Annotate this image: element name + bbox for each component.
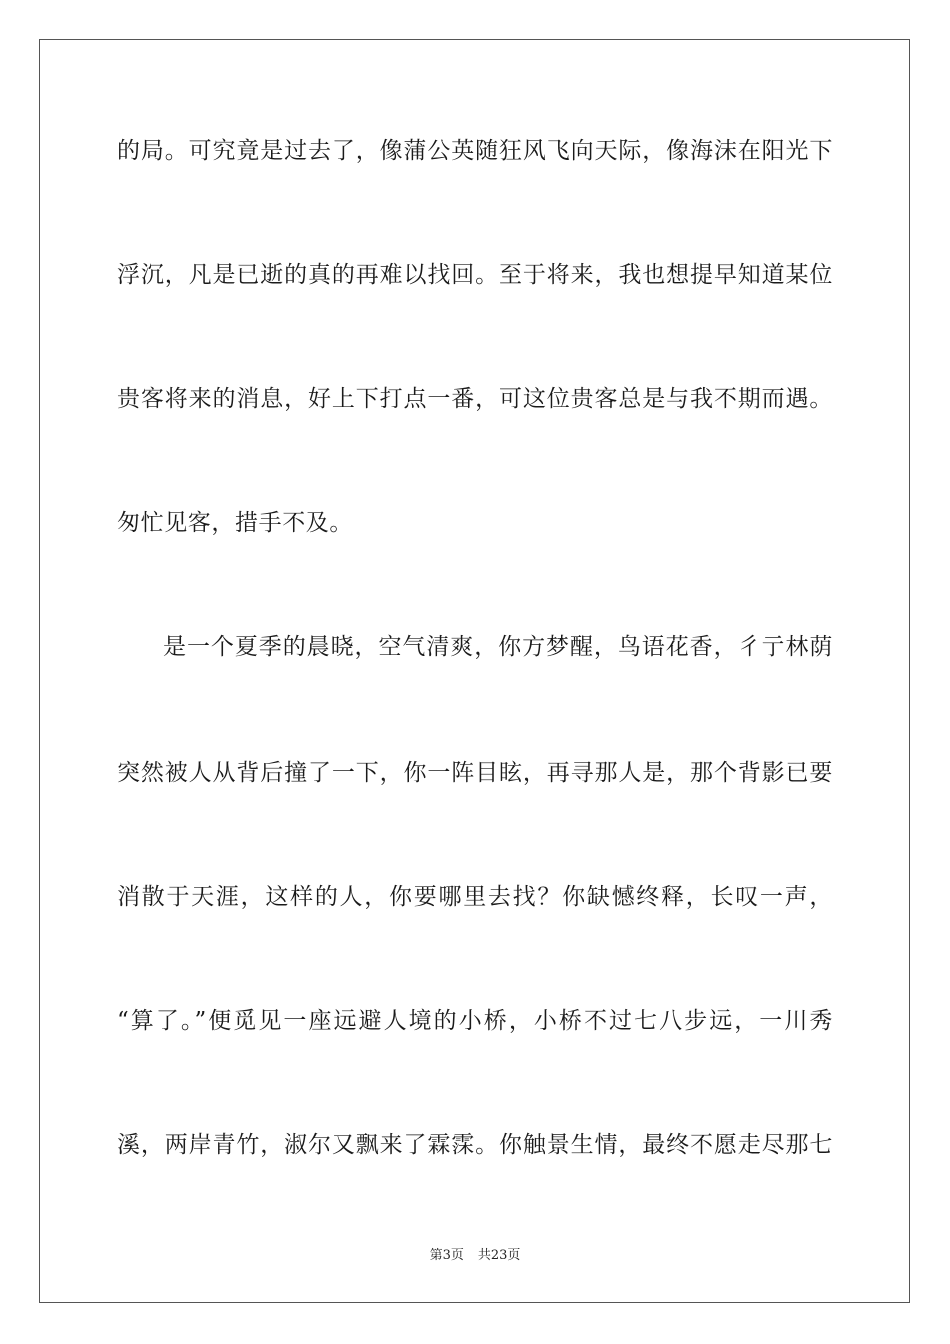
page-border — [39, 39, 910, 1303]
body-text-line: 突然被人从背后撞了一下，你一阵目眩，再寻那人是，那个背影已要 — [117, 760, 833, 786]
body-text-line: 浮沉，凡是已逝的真的再难以找回。至于将来，我也想提早知道某位 — [117, 262, 833, 288]
page-number: 第3页 — [429, 1248, 464, 1263]
paragraph-first-line: 是一个夏季的晨晓，空气清爽，你方梦醒，鸟语花香，彳亍林荫 — [163, 634, 833, 660]
page-footer — [0, 1247, 950, 1265]
body-text-line: 溪，两岸青竹，淑尔又飘来了霖霂。你触景生情，最终不愿走尽那七 — [117, 1132, 833, 1158]
body-text-line: 消散于天涯，这样的人，你要哪里去找？你缺憾终释，长叹一声， — [117, 884, 833, 910]
body-text-line: “算了。”便觅见一座远避人境的小桥，小桥不过七八步远，一川秀 — [117, 1008, 833, 1034]
body-text-line: 的局。可究竟是过去了，像蒲公英随狂风飞向天际，像海沫在阳光下 — [117, 138, 833, 164]
body-text-line: 贵客将来的消息，好上下打点一番，可这位贵客总是与我不期而遇。 — [117, 386, 833, 412]
page-total: 共23页 — [477, 1248, 521, 1263]
body-text-line: 匆忙见客，措手不及。 — [117, 510, 353, 536]
